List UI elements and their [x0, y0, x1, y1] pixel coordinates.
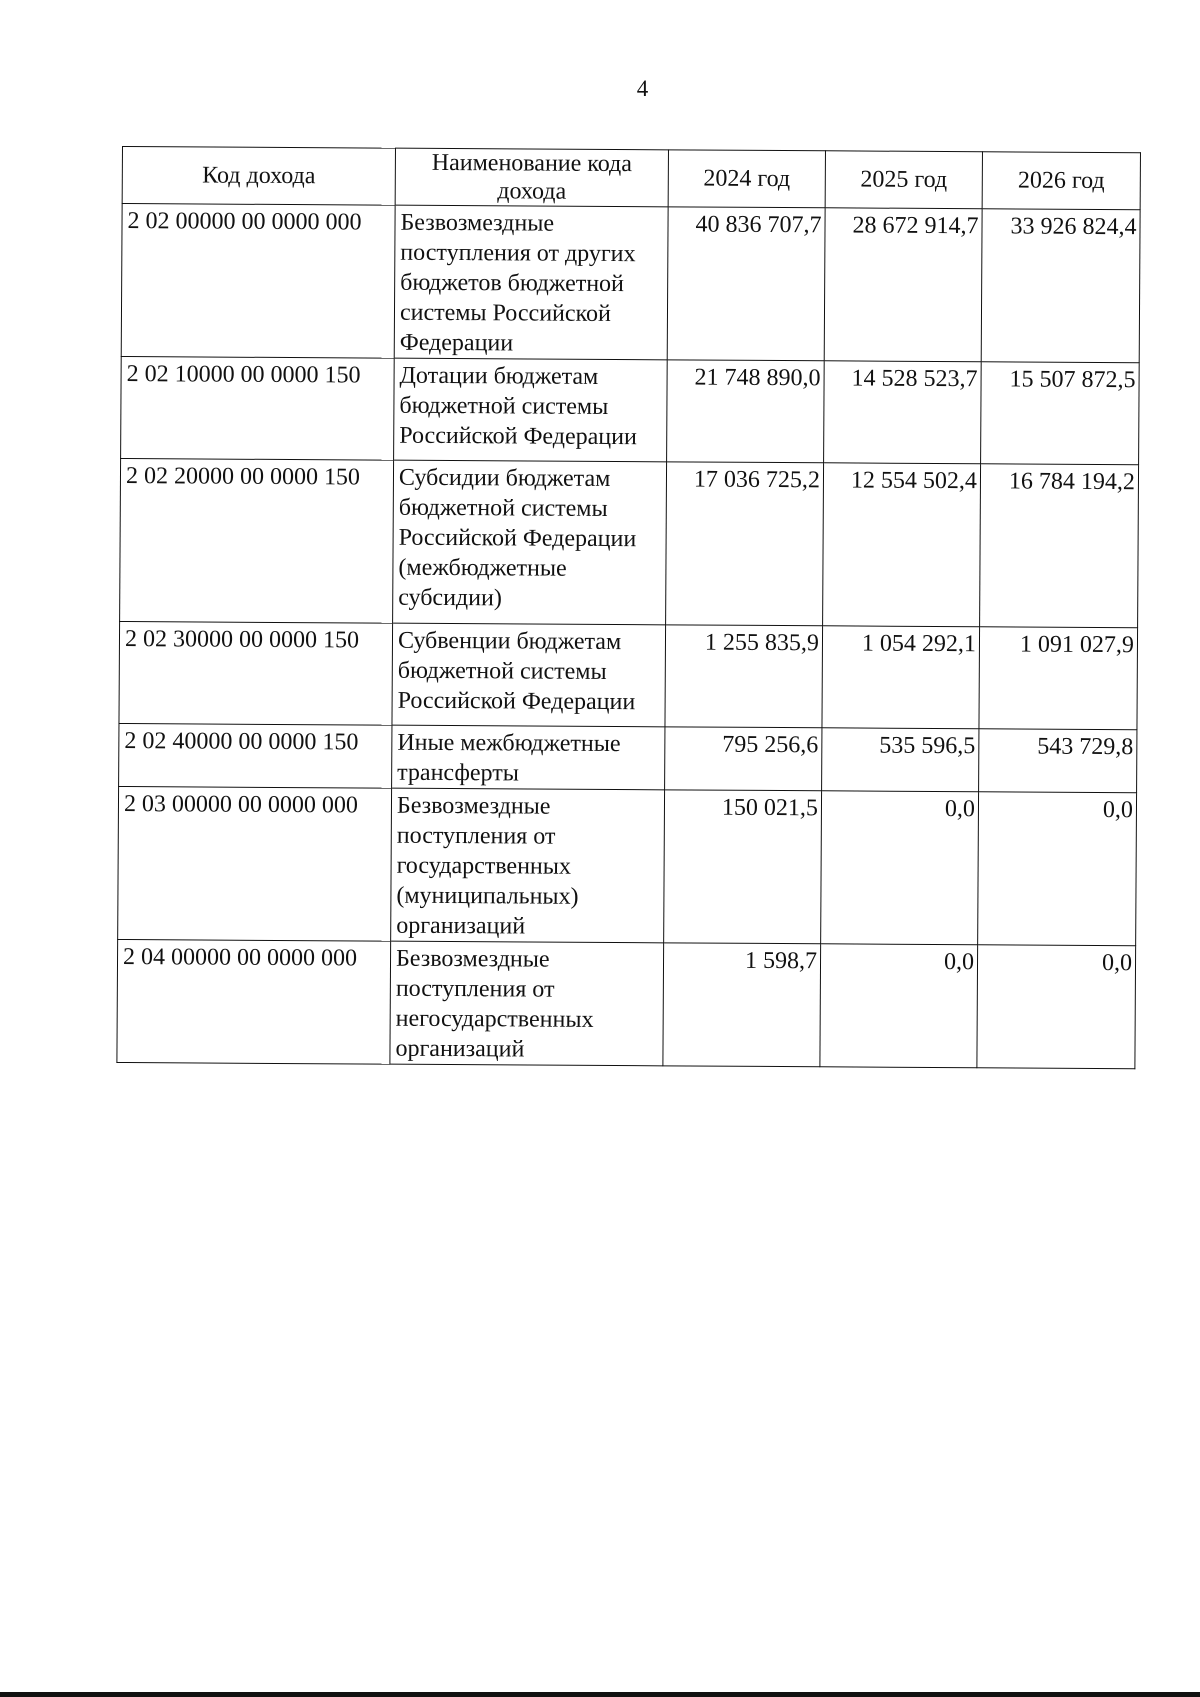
income-name: Субвенции бюджетам бюджетной системы Российской Федерации [392, 623, 666, 727]
header-2024: 2024 год [668, 150, 825, 208]
revenue-table [116, 146, 1141, 1069]
table-row [117, 939, 1136, 1068]
amount-2026: 0,0 [977, 945, 1136, 1069]
income-code: 2 02 20000 00 0000 150 [120, 458, 394, 623]
income-code: 2 02 40000 00 0000 150 [119, 723, 392, 788]
table-row [119, 723, 1137, 792]
amount-2025: 28 672 914,7 [824, 208, 982, 362]
income-name: Безвозмездные поступления от других бюджетов бюджетной системы Российской Федерации [394, 205, 668, 360]
amount-2024: 17 036 725,2 [666, 462, 824, 626]
amount-2026: 15 507 872,5 [981, 362, 1140, 465]
amount-2025: 0,0 [820, 944, 978, 1068]
header-code: Код дохода [122, 147, 395, 206]
header-2026: 2026 год [982, 152, 1140, 210]
income-name: Субсидии бюджетам бюджетной системы Российской Федерации (межбюджетные субсидии) [393, 460, 667, 625]
amount-2026: 0,0 [978, 792, 1137, 946]
amount-2025: 14 528 523,7 [824, 361, 982, 464]
income-name: Безвозмездные поступления от негосударственных организаций [390, 941, 664, 1066]
income-code: 2 04 00000 00 0000 000 [117, 939, 391, 1064]
amount-2026: 1 091 027,9 [979, 627, 1138, 730]
header-name: Наименование кода дохода [395, 148, 668, 207]
amount-2025: 0,0 [821, 791, 979, 945]
income-name: Дотации бюджетам бюджетной системы Российской Федерации [394, 358, 668, 462]
amount-2024: 795 256,6 [665, 727, 822, 791]
income-code: 2 02 10000 00 0000 150 [121, 356, 395, 460]
table-row [120, 458, 1139, 627]
header-2025: 2025 год [825, 151, 982, 209]
income-code: 2 02 30000 00 0000 150 [119, 621, 393, 725]
amount-2024: 1 255 835,9 [665, 625, 823, 728]
scan-edge-line [0, 1692, 1200, 1697]
income-code: 2 02 00000 00 0000 000 [121, 204, 395, 359]
amount-2026: 33 926 824,4 [981, 209, 1140, 363]
amount-2026: 543 729,8 [979, 729, 1137, 793]
page-number: 4 [636, 76, 649, 101]
income-code: 2 03 00000 00 0000 000 [118, 786, 392, 941]
income-name: Безвозмездные поступления от государственных (муниципальных) организаций [391, 788, 665, 943]
amount-2025: 1 054 292,1 [822, 626, 980, 729]
table-header-row [122, 147, 1140, 210]
amount-2025: 535 596,5 [822, 728, 979, 792]
amount-2025: 12 554 502,4 [823, 463, 981, 627]
table-row [119, 621, 1138, 729]
amount-2026: 16 784 194,2 [980, 464, 1139, 628]
amount-2024: 150 021,5 [664, 790, 822, 944]
table-row [121, 356, 1140, 464]
amount-2024: 21 748 890,0 [667, 360, 825, 463]
table-row [118, 786, 1137, 945]
amount-2024: 40 836 707,7 [667, 207, 825, 361]
table-row [121, 204, 1140, 363]
amount-2024: 1 598,7 [663, 943, 821, 1067]
income-name: Иные межбюджетные трансферты [392, 725, 665, 790]
